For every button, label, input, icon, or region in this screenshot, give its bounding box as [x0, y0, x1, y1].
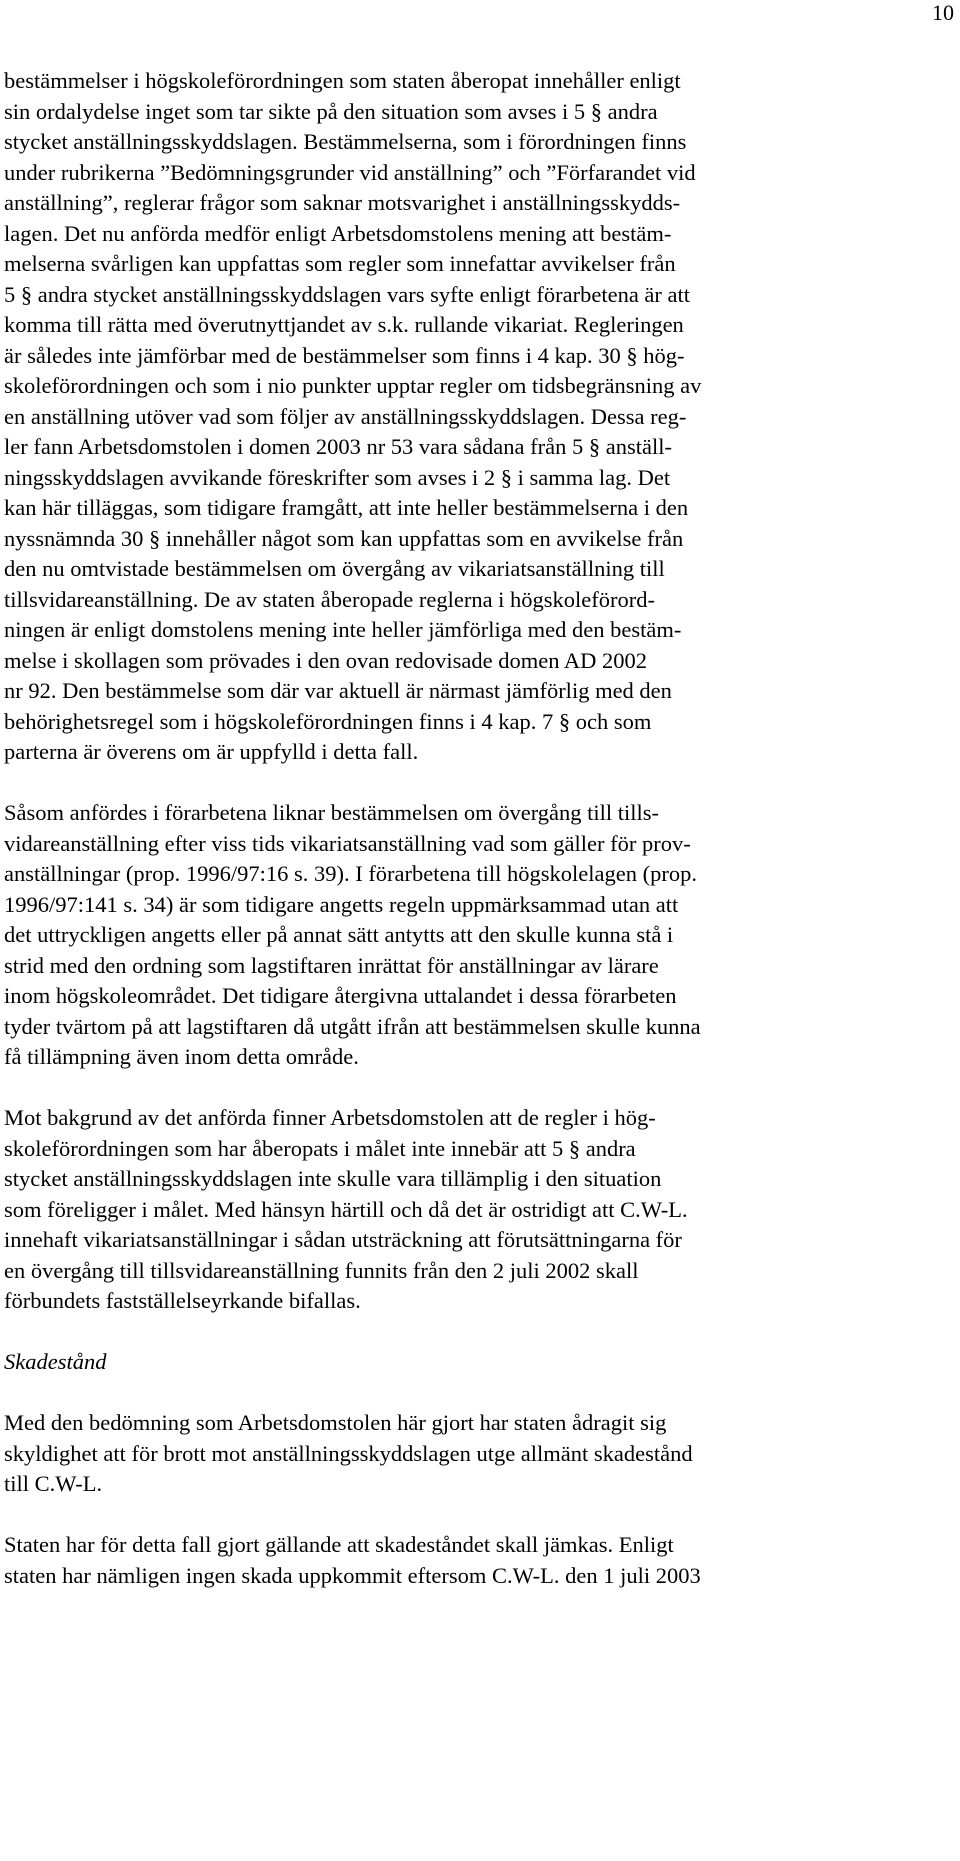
text-line: staten har nämligen ingen skada uppkommit eftersom C.W-L. den 1 juli 2003 — [4, 1562, 701, 1588]
paragraph — [4, 66, 954, 768]
text-line: anställningar (prop. 1996/97:16 s. 39). I förarbetena till högskolelagen (prop. — [4, 861, 697, 886]
text-line: komma till rätta med överutnyttjandet av s.k. rullande vikariat. Regleringen — [4, 312, 684, 337]
text-line: melserna svårligen kan uppfattas som regler som innefattar avvikelser från — [4, 251, 676, 276]
text-line: som föreligger i målet. Med hänsyn härtill och då det är ostridigt att C.W-L. — [4, 1196, 688, 1222]
text-line: skoleförordningen och som i nio punkter upptar regler om tidsbegränsning av — [4, 373, 702, 398]
text-line: få tillämpning även inom detta område. — [4, 1044, 359, 1069]
paragraph-gap — [4, 1317, 954, 1348]
text-line: stycket anställningsskyddslagen inte skulle vara tillämplig i den situation — [4, 1166, 662, 1191]
text-line: inom högskoleområdet. Det tidigare återgivna uttalandet i dessa förarbeten — [4, 983, 677, 1008]
text-line: ler fann Arbetsdomstolen i domen 2003 nr 53 vara sådana från 5 § anställ- — [4, 434, 672, 459]
paragraph-gap — [4, 768, 954, 799]
text-line: är således inte jämförbar med de bestämmelser som finns i 4 kap. 30 § hög- — [4, 342, 685, 368]
text-line: en anställning utöver vad som följer av anställningsskyddslagen. Dessa reg- — [4, 403, 687, 429]
text-line: Med den bedömning som Arbetsdomstolen här gjort har staten ådragit sig — [4, 1410, 667, 1435]
text-line: förbundets fastställelseyrkande bifallas. — [4, 1288, 361, 1313]
paragraph — [4, 1103, 954, 1317]
text-line: behörighetsregel som i högskoleförordningen finns i 4 kap. 7 § och som — [4, 708, 652, 734]
text-line: skyldighet att för brott mot anställningsskyddslagen utge allmänt skadestånd — [4, 1440, 693, 1466]
text-line: tillsvidareanställning. De av staten åberopade reglerna i högskoleförord- — [4, 586, 656, 612]
text-line: innehaft vikariatsanställningar i sådan utsträckning att förutsättningarna för — [4, 1227, 682, 1252]
text-line: kan här tilläggas, som tidigare framgått, att inte heller bestämmelserna i den — [4, 495, 689, 520]
text-line: vidareanställning efter viss tids vikariatsanställning vad som gäller för prov- — [4, 830, 691, 856]
paragraph-gap — [4, 1073, 954, 1104]
text-line: ningen är enligt domstolens mening inte heller jämförliga med den bestäm- — [4, 617, 682, 642]
text-line: under rubrikerna ”Bedömningsgrunder vid anställning” och ”Förfarandet vid — [4, 159, 696, 185]
text-line: till C.W-L. — [4, 1471, 103, 1496]
text-line: tyder tvärtom på att lagstiftaren då utgått ifrån att bestämmelsen skulle kunna — [4, 1013, 701, 1039]
text-line: melse i skollagen som prövades i den ovan redovisade domen AD 2002 — [4, 647, 647, 673]
text-line: parterna är överens om är uppfylld i detta fall. — [4, 739, 419, 764]
text-line: Såsom anfördes i förarbetena liknar bestämmelsen om övergång till tills- — [4, 800, 660, 825]
text-line: en övergång till tillsvidareanställning funnits från den 2 juli 2002 skall — [4, 1257, 639, 1283]
text-line: anställning”, reglerar frågor som saknar motsvarighet i anställningsskydds- — [4, 190, 681, 215]
paragraph — [4, 1530, 954, 1591]
text-line: ningsskyddslagen avvikande föreskrifter som avses i 2 § i samma lag. Det — [4, 464, 671, 490]
section-heading — [4, 1347, 954, 1378]
text-line: Mot bakgrund av det anförda finner Arbetsdomstolen att de regler i hög- — [4, 1105, 656, 1130]
page-number: 10 — [932, 0, 954, 25]
text-line: lagen. Det nu anförda medför enligt Arbetsdomstolens mening att bestäm- — [4, 220, 672, 246]
text-line: det uttryckligen angetts eller på annat sätt antytts att den skulle kunna stå i — [4, 922, 674, 947]
text-line: Skadestånd — [4, 1349, 107, 1374]
document-body — [4, 66, 954, 1591]
paragraph — [4, 1408, 954, 1500]
text-line: Staten har för detta fall gjort gällande att skadeståndet skall jämkas. Enligt — [4, 1532, 674, 1557]
text-line: stycket anställningsskyddslagen. Bestämmelserna, som i förordningen finns — [4, 129, 687, 154]
paragraph-gap — [4, 1378, 954, 1409]
paragraph-gap — [4, 1500, 954, 1531]
paragraph — [4, 798, 954, 1073]
text-line: nyssnämnda 30 § innehåller något som kan uppfattas som en avvikelse från — [4, 525, 684, 551]
text-line: sin ordalydelse inget som tar sikte på den situation som avses i 5 § andra — [4, 98, 658, 124]
text-line: den nu omtvistade bestämmelsen om övergång av vikariatsanställning till — [4, 556, 665, 581]
text-line: 5 § andra stycket anställningsskyddslagen vars syfte enligt förarbetena är att — [4, 281, 691, 307]
text-line: 1996/97:141 s. 34) är som tidigare angetts regeln uppmärksammad utan att — [4, 891, 679, 917]
text-line: nr 92. Den bestämmelse som där var aktuell är närmast jämförlig med den — [4, 678, 672, 703]
text-line: bestämmelser i högskoleförordningen som staten åberopat innehåller enligt — [4, 68, 681, 93]
text-line: skoleförordningen som har åberopats i målet inte innebär att 5 § andra — [4, 1135, 636, 1161]
text-line: strid med den ordning som lagstiftaren inrättat för anställningar av lärare — [4, 952, 659, 978]
